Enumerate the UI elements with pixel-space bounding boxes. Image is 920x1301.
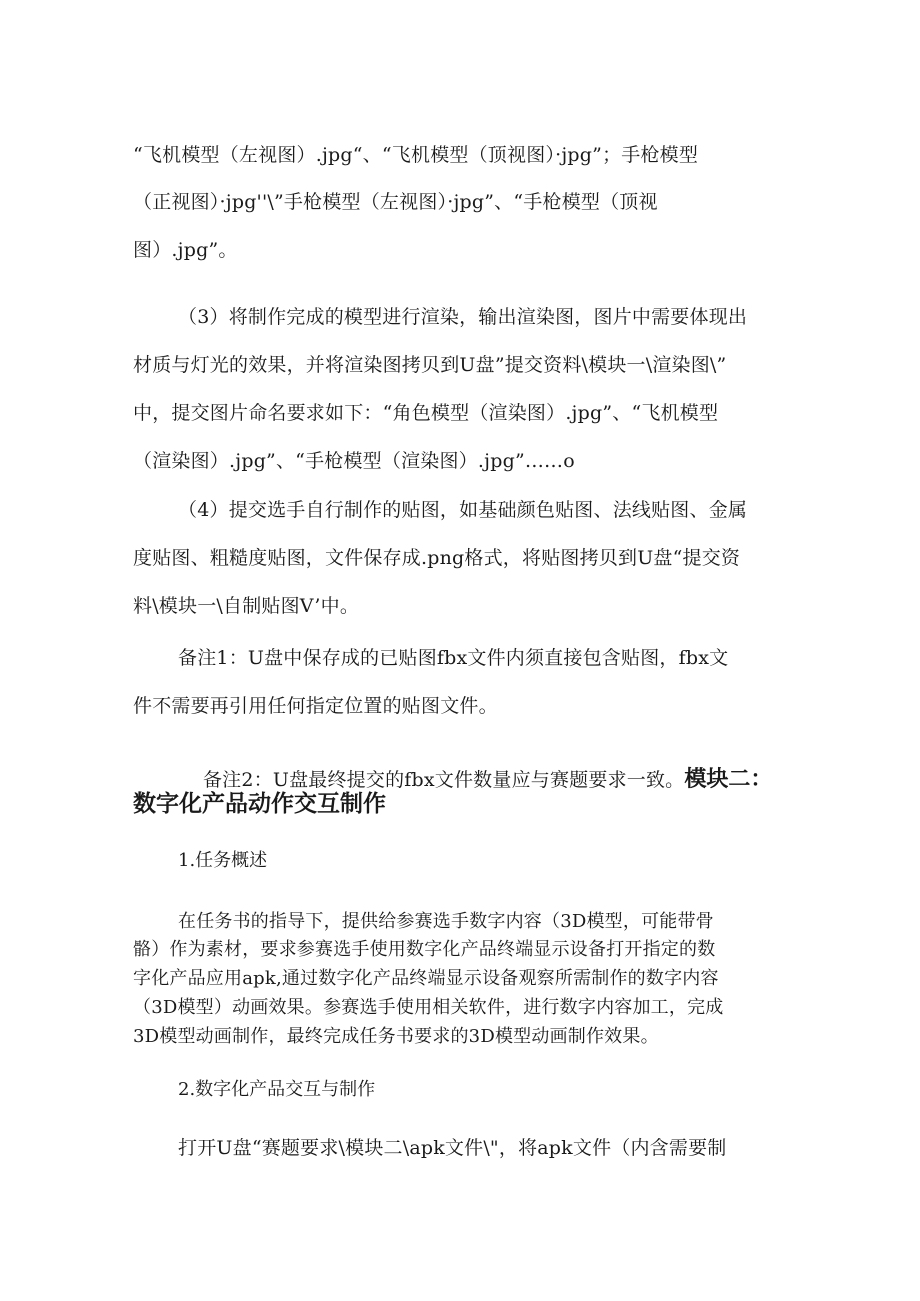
note-line: 备注1：U盘中保存成的已贴图fbx文件内须直接包含贴图，fbx文: [178, 647, 729, 669]
section-title: 1.任务概述: [178, 850, 268, 871]
paragraph-line: 材质与灯光的效果，并将渲染图拷贝到U盘”提交资料\模块一\渲染图\”: [133, 354, 727, 376]
paragraph-line: 字化产品应用apk,通过数字化产品终端显示设备观察所需制作的数字内容: [133, 968, 719, 989]
paragraph-line: 度贴图、粗糙度贴图，文件保存成.png格式，将贴图拷贝到U盘“提交资: [133, 547, 741, 569]
module2-heading: 数字化产品动作交互制作: [133, 791, 386, 817]
paragraph-line: （正视图）·jpg''\”手枪模型（左视图）·jpg”、“手枪模型（顶视: [133, 191, 658, 213]
paragraph-line: 中，提交图片命名要求如下：“角色模型（渲染图）.jpg”、“飞机模型: [133, 402, 719, 424]
module2-heading-start: 模块二：: [684, 767, 773, 792]
section-title: 2.数字化产品交互与制作: [178, 1079, 376, 1100]
paragraph-line: （3）将制作完成的模型进行渲染，输出渲染图，图片中需要体现出: [178, 306, 748, 328]
paragraph-line: 图）.jpg”。: [133, 239, 238, 261]
paragraph-line: 料\模块一\自制贴图V’中。: [133, 595, 360, 617]
note-line: 件不需要再引用任何指定位置的贴图文件。: [133, 695, 498, 717]
paragraph-line: 打开U盘“赛题要求\模块二\apk文件\"，将apk文件（内含需要制: [178, 1137, 727, 1159]
note2-text: 备注2：U盘最终提交的fbx文件数量应与赛题要求一致。: [202, 769, 685, 791]
paragraph-line: （3D模型）动画效果。参赛选手使用相关软件，进行数字内容加工，完成: [133, 997, 724, 1018]
paragraph-line: 3D模型动画制作，最终完成任务书要求的3D模型动画制作效果。: [133, 1026, 659, 1047]
paragraph-line: 骼）作为素材，要求参赛选手使用数字化产品终端显示设备打开指定的数: [133, 939, 716, 960]
paragraph-line: （4）提交选手自行制作的贴图，如基础颜色贴图、法线贴图、金属: [178, 499, 748, 521]
paragraph-line: “飞机模型（左视图）.jpg“、“飞机模型（顶视图）·jpg”；手枪模型: [133, 144, 699, 166]
paragraph-line: 在任务书的指导下，提供给参赛选手数字内容（3D模型，可能带骨: [178, 911, 714, 932]
paragraph-line: （渲染图）.jpg”、“手枪模型（渲染图）.jpg”……o: [133, 450, 575, 472]
